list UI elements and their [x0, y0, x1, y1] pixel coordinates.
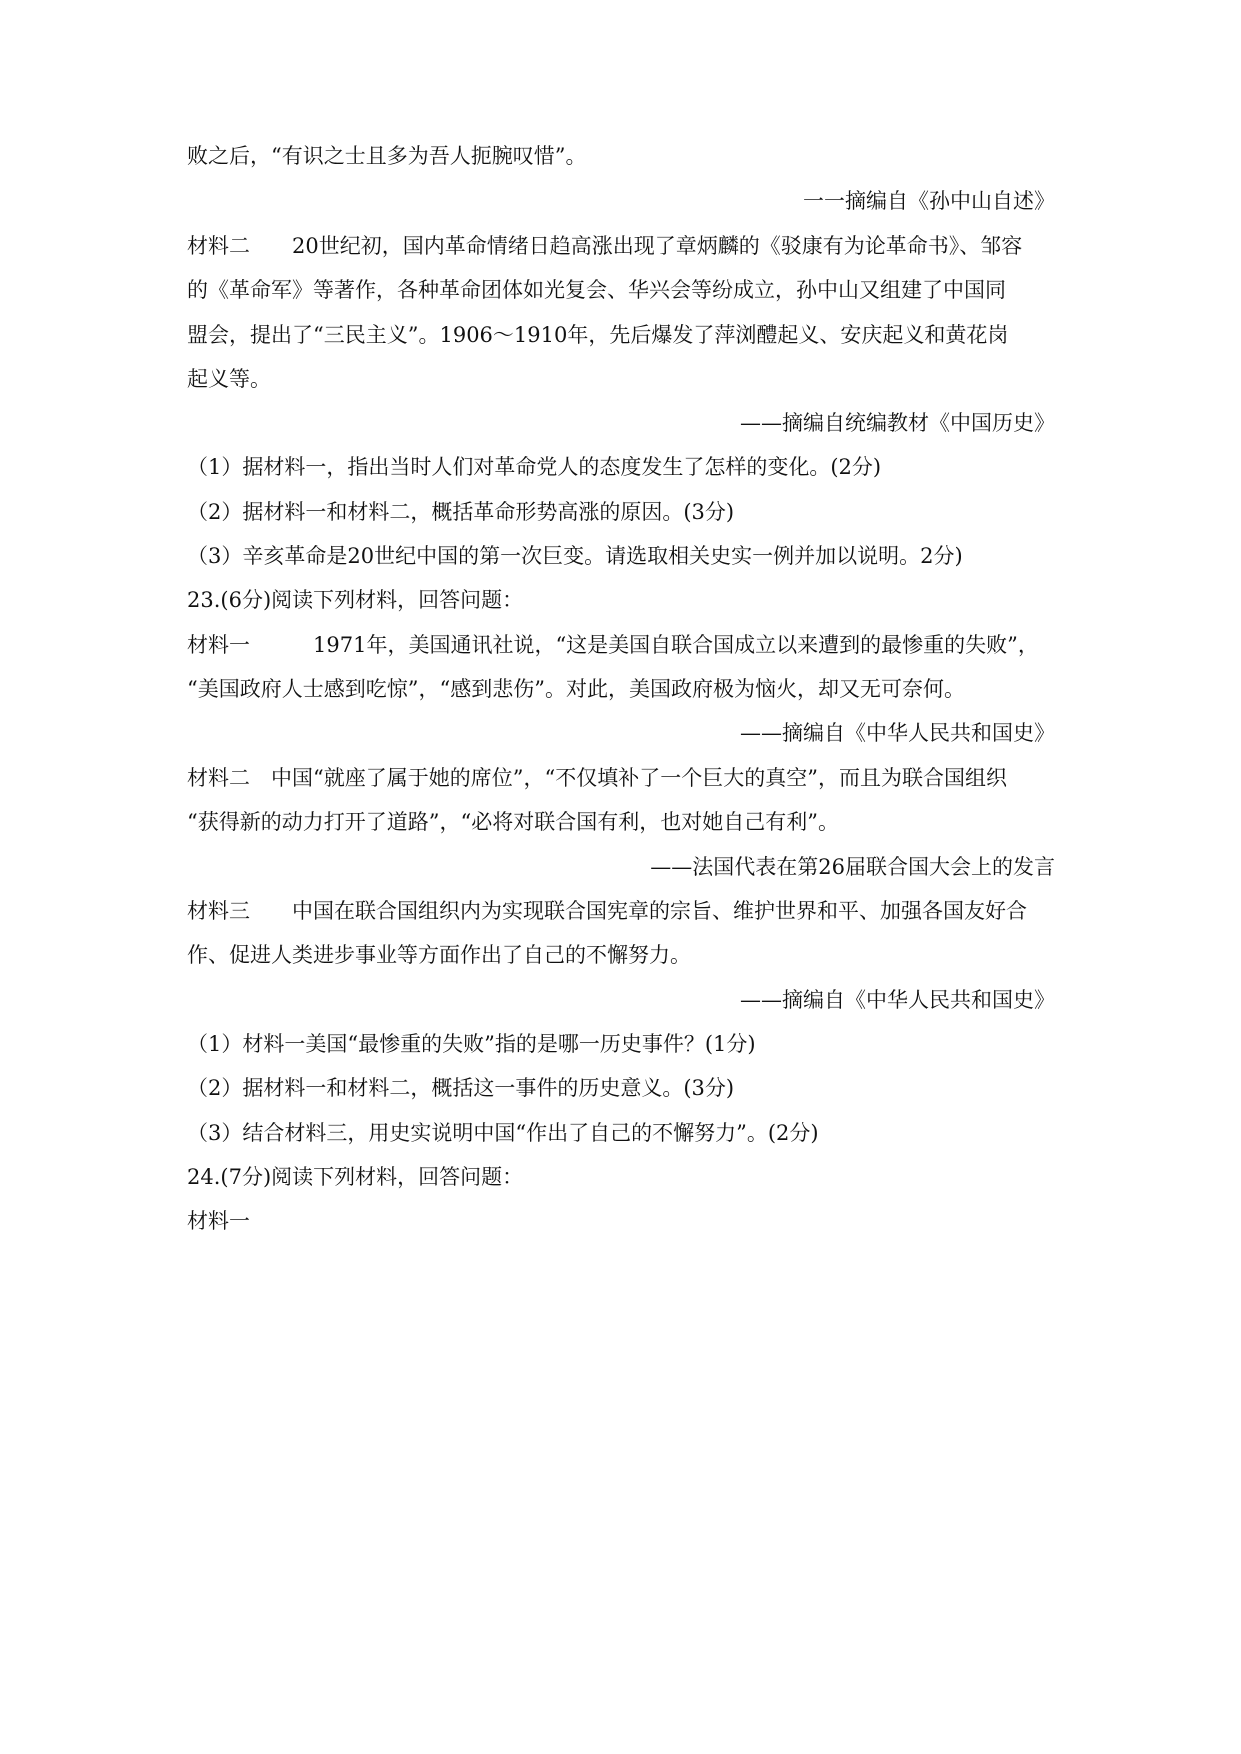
text-line: 材料三 中国在联合国组织内为实现联合国宪章的宗旨、维护世界和平、加强各国友好合 [187, 899, 1027, 923]
source-citation: ——摘编自《中华人民共和国史》 [740, 988, 1055, 1012]
question-item: （3）结合材料三，用史实说明中国“作出了自己的不懈努力”。(2分) [187, 1121, 819, 1145]
question-item: （2）据材料一和材料二，概括这一事件的历史意义。(3分) [187, 1076, 735, 1100]
text-line: “美国政府人士感到吃惊”，“感到悲伤”。对此，美国政府极为恼火，却又无可奈何。 [187, 677, 965, 701]
text-line: 作、促进人类进步事业等方面作出了自己的不懈努力。 [187, 943, 691, 967]
question-heading: 23.(6分)阅读下列材料，回答问题： [187, 588, 524, 612]
question-item: （3）辛亥革命是20世纪中国的第一次巨变。请选取相关史实一例并加以说明。2分) [187, 544, 963, 568]
question-item: （1）材料一美国“最惨重的失败”指的是哪一历史事件？(1分) [187, 1032, 756, 1056]
text-line: 材料二 20世纪初，国内革命情绪日趋高涨出现了章炳麟的《驳康有为论革命书》、邹容 [187, 234, 1023, 258]
text-line: “获得新的动力打开了道路”，“必将对联合国有利，也对她自己有利”。 [187, 810, 839, 834]
question-item: （1）据材料一，指出当时人们对革命党人的态度发生了怎样的变化。(2分) [187, 455, 882, 479]
text-line: 的《革命军》等著作，各种革命团体如光复会、华兴会等纷成立，孙中山又组建了中国同 [187, 278, 1006, 302]
text-line: 材料一 1971年，美国通讯社说，“这是美国自联合国成立以来遭到的最惨重的失败”， [187, 633, 1039, 657]
question-item: （2）据材料一和材料二，概括革命形势高涨的原因。(3分) [187, 500, 735, 524]
text-line: 材料二 中国“就座了属于她的席位”，“不仅填补了一个巨大的真空”，而且为联合国组织 [187, 766, 1007, 790]
question-heading: 24.(7分)阅读下列材料，回答问题： [187, 1165, 524, 1189]
source-citation: ——摘编自《中华人民共和国史》 [740, 721, 1055, 745]
text-line: 材料一 [187, 1209, 250, 1233]
text-line: 起义等。 [187, 367, 271, 391]
text-line: 盟会，提出了“三民主义”。1906～1910年，先后爆发了萍浏醴起义、安庆起义和黄花岗 [187, 323, 1009, 347]
source-citation: 一一摘编自《孙中山自述》 [803, 189, 1055, 213]
source-citation: ——法国代表在第26届联合国大会上的发言 [650, 855, 1055, 879]
text-line: 败之后，“有识之士且多为吾人扼腕叹惜”。 [187, 144, 587, 168]
source-citation: ——摘编自统编教材《中国历史》 [740, 411, 1055, 435]
